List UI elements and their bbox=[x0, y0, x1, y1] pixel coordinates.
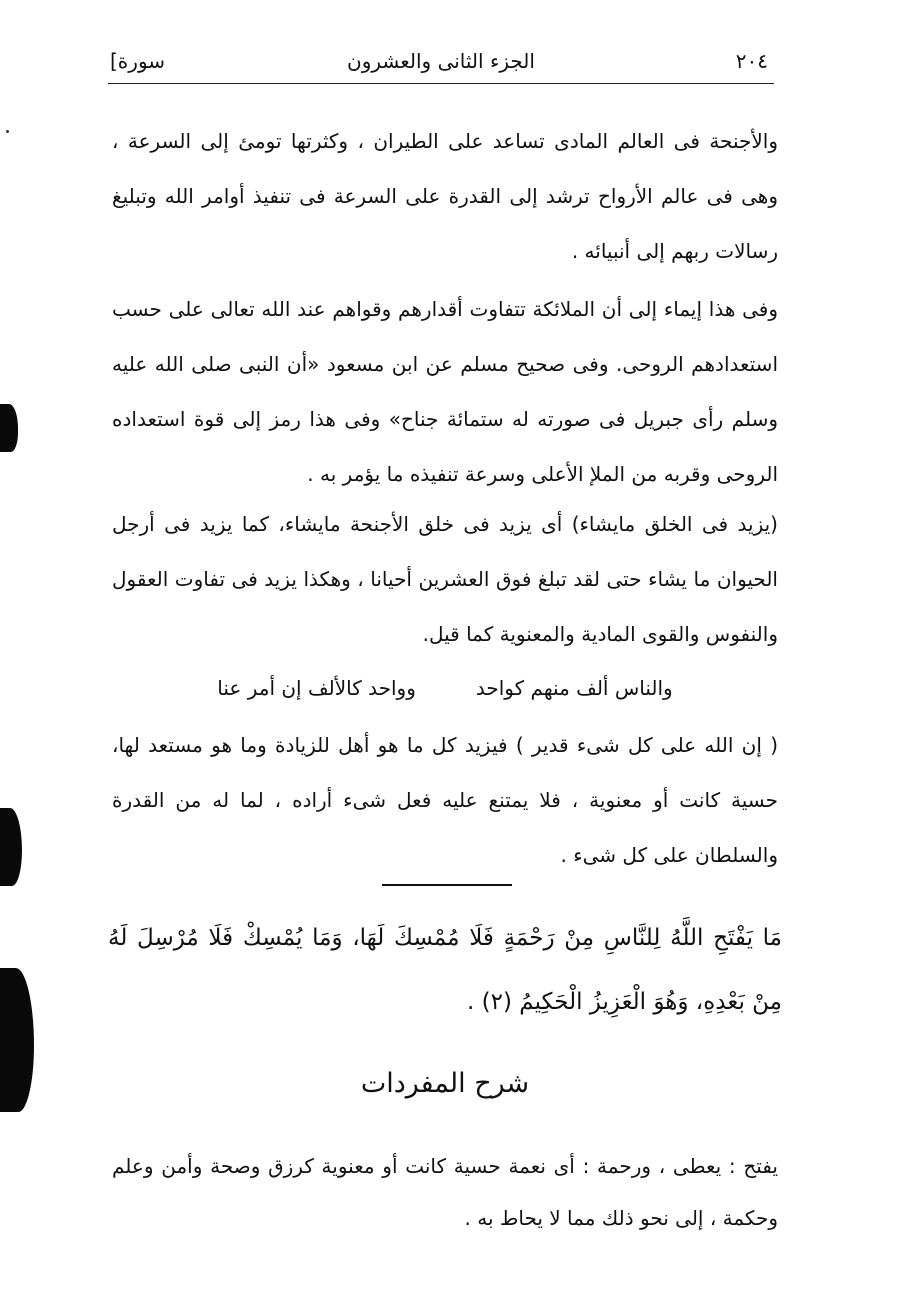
poetry-second-hemistich: وواحد كالألف إن أمر عنا bbox=[217, 676, 416, 700]
glossary-text: يفتح : يعطى ، ورحمة : أى نعمة حسية كانت أو معنوية كرزق وصحة وأمن وعلم وحكمة ، إلى نحو ذلك مما لا يحاط به . bbox=[112, 1154, 778, 1230]
scan-artifact bbox=[0, 808, 22, 886]
paragraph-omnipotence bbox=[112, 718, 778, 883]
page-number: ٢٠٤ bbox=[735, 49, 768, 73]
section-divider bbox=[382, 884, 512, 886]
part-title: الجزء الثانى والعشرون bbox=[347, 49, 535, 73]
scan-artifact bbox=[0, 404, 18, 452]
poetry-verse bbox=[112, 668, 778, 708]
paragraph-text: ( إن الله على كل شىء قدير ) فيزيد كل ما هو أهل للزيادة وما هو مستعد لها، حسية كانت أو معنوية ، فلا يمتنع عليه فعل شىء أراده ، لما له من القدرة والسلطان على كل شىء . bbox=[112, 733, 778, 867]
paragraph-text: والأجنحة فى العالم المادى تساعد على الطيران ، وكثرتها تومئ إلى السرعة ، وهى فى عالم الأرواح ترشد إلى القدرة على السرعة فى تنفيذ أوامر الله وتبليغ رسالات ربهم إلى أنبيائه . bbox=[112, 129, 778, 263]
paragraph-creation bbox=[112, 497, 778, 662]
scan-speck bbox=[6, 130, 9, 133]
paragraph-angels bbox=[112, 282, 778, 502]
header-rule bbox=[108, 83, 774, 84]
scan-artifact bbox=[0, 968, 34, 1112]
poetry-first-hemistich: والناس ألف منهم كواحد bbox=[475, 676, 673, 700]
section-title: شرح المفردات bbox=[360, 1068, 530, 1099]
paragraph-text: وفى هذا إيماء إلى أن الملائكة تتفاوت أقدارهم وقواهم عند الله تعالى على حسب استعدادهم الروحى. وفى صحيح مسلم عن ابن مسعود «أن النبى صلى الله عليه وسلم رأى جبريل فى صورته له ستمائة جناح» وفى هذا رمز إلى قوة استعداده الروحى وقربه من الملإ الأعلى وسرعة تنفيذه ما يؤمر به . bbox=[112, 297, 778, 486]
surah-label: سورة] bbox=[110, 49, 166, 73]
paragraph-text: (يزيد فى الخلق مايشاء) أى يزيد فى خلق الأجنحة مايشاء، كما يزيد فى أرجل الحيوان ما يشاء حتى لقد تبلغ فوق العشرين أحيانا ، وهكذا يزيد فى تفاوت العقول والنفوس والقوى المادية والمعنوية كما قيل. bbox=[112, 512, 778, 646]
running-header bbox=[108, 40, 774, 84]
paragraph-wings bbox=[112, 114, 778, 279]
quran-verse: مَا يَفْتَحِ اللَّهُ لِلنَّاسِ مِنْ رَحْمَةٍ فَلَا مُمْسِكَ لَهَا، وَمَا يُمْسِكْ فَلَا مُرْسِلَ لَهُ مِنْ بَعْدِهِ، وَهُوَ الْعَزِيزُ الْحَكِيمُ (٢) . bbox=[108, 925, 782, 1015]
